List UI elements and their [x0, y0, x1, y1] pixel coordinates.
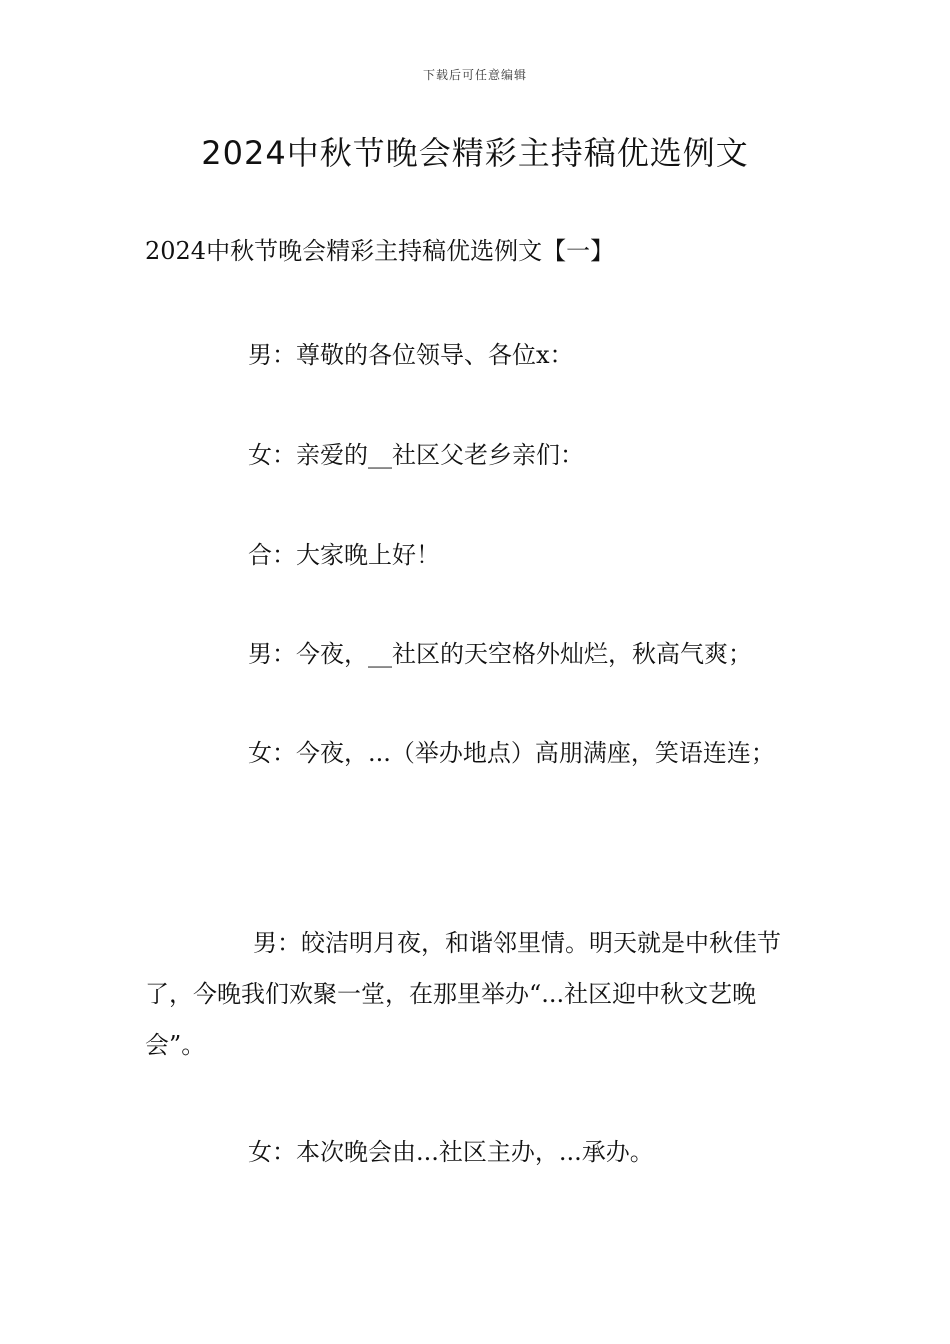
- dialogue-line-4: 男：今夜，__社区的天空格外灿烂，秋高气爽；: [248, 640, 752, 668]
- dialogue-line-5: 女：今夜，...（举办地点）高朋满座，笑语连连；: [248, 739, 775, 767]
- document-title: 2024中秋节晚会精彩主持稿优选例文: [201, 134, 749, 172]
- dialogue-line-3: 合：大家晚上好！: [248, 541, 440, 569]
- dialogue-line-1: 男：尊敬的各位领导、各位x：: [248, 341, 574, 369]
- header-note: 下载后可任意编辑: [422, 68, 527, 82]
- dialogue-line-2: 女：亲爱的__社区父老乡亲们：: [248, 441, 584, 469]
- section-heading: 2024中秋节晚会精彩主持稿优选例文【一】: [145, 237, 615, 265]
- dialogue-paragraph: 男：皎洁明月夜，和谐邻里情。明天就是中秋佳节了，今晚我们欢聚一堂，在那里举办“...社区迎中秋文艺晚会”。: [145, 929, 781, 1059]
- dialogue-line-6: 女：本次晚会由...社区主办，...承办。: [248, 1138, 654, 1166]
